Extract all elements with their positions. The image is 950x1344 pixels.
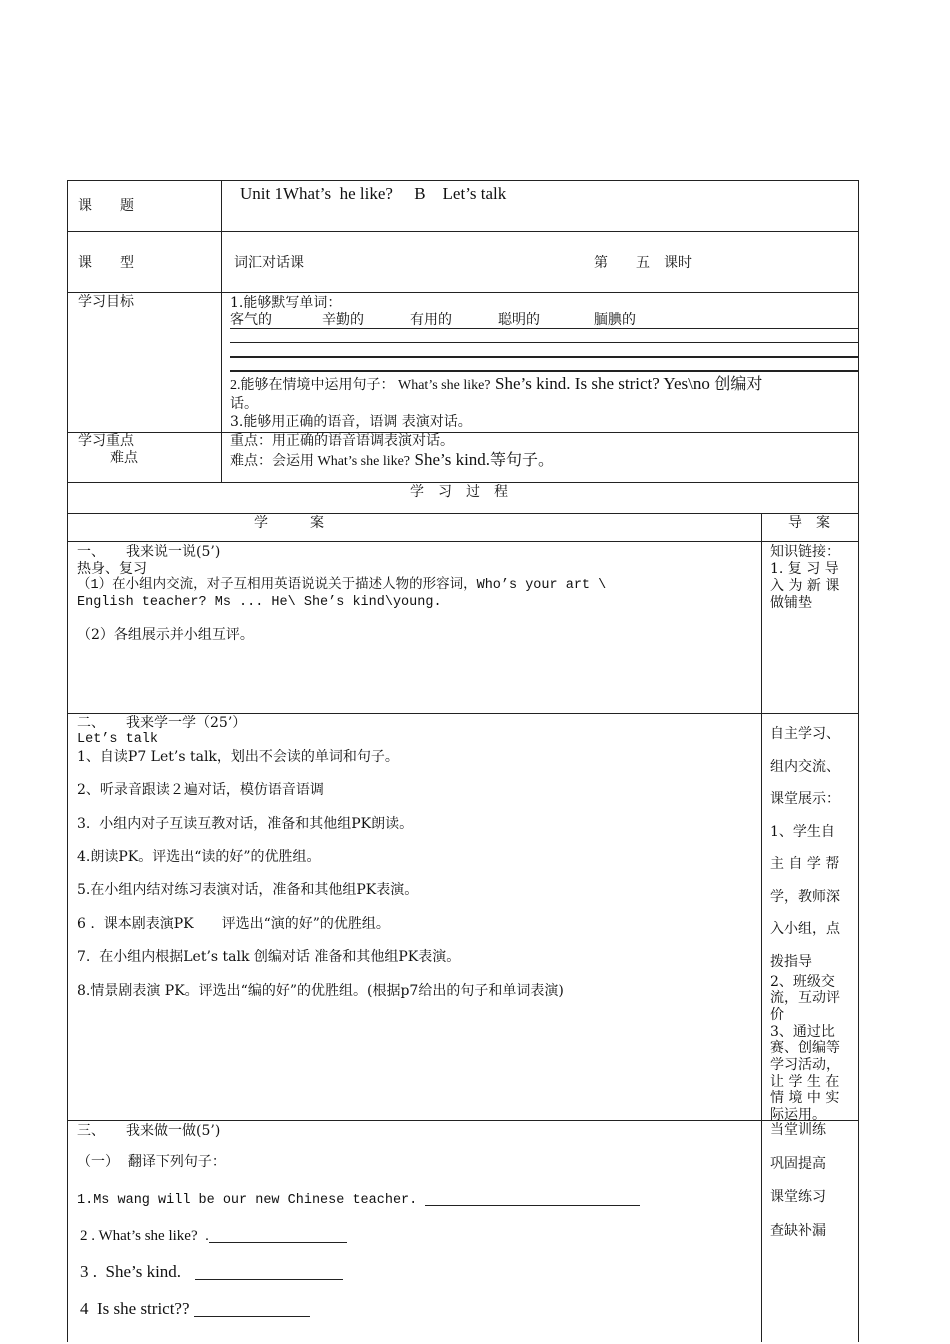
goal-line-2-cont: 话。 <box>230 396 258 412</box>
guide-line: 赛、创编等 <box>770 1040 840 1057</box>
goal-word: 腼腆的 <box>594 312 636 328</box>
goal-line-2-c: 创编对 <box>714 374 763 393</box>
keypoint-label: 学习重点 <box>78 433 134 449</box>
section1-line-2: English teacher? Ms ... He\ She’s kind\young. <box>77 595 442 610</box>
topic-label: 课 题 <box>78 198 134 214</box>
difficulty-text-a: 难点：会运用 What’s she like? <box>230 454 411 469</box>
section2-title: 二、 我来学一学（25’） <box>77 715 247 731</box>
section2-subtitle: Let’s talk <box>77 732 159 747</box>
list-item: 3. 小组内对子互读互教对话，准备和其他组PK朗读。 <box>77 816 414 832</box>
goal-line-2 <box>230 376 762 394</box>
list-item: 8.情景剧表演 PK。评选出“编的好”的优胜组。(根据p7给出的句子和单词表演) <box>77 983 564 999</box>
section3-subtitle: （一） 翻译下列句子： <box>77 1154 226 1170</box>
goal-line-2-b: She’s kind. Is she strict? Yes\no <box>494 374 710 393</box>
exercise-1-text: 1.Ms wang will be our new Chinese teacher. <box>77 1193 418 1208</box>
answer-blank[interactable] <box>425 1191 640 1206</box>
guide-line: 学习活动， <box>770 1057 840 1074</box>
guide-line: 做铺垫 <box>770 595 812 611</box>
guide-line: 课堂练习 <box>770 1189 826 1205</box>
guide-line: 2、班级交 <box>770 973 835 990</box>
exercise-2-text: 2 . What’s she like? . <box>80 1228 209 1244</box>
list-item: 5.在小组内结对练习表演对话，准备和其他组PK表演。 <box>77 882 419 898</box>
goals-label: 学习目标 <box>78 294 134 310</box>
guide-line: 让 学 生 在 <box>770 1073 840 1090</box>
goal-word: 有用的 <box>410 312 452 328</box>
section3-title: 三、 我来做一做(5’) <box>77 1123 221 1139</box>
guide-line: 组内交流、 <box>770 758 840 775</box>
difficulty-text-c: 等句子。 <box>490 450 555 469</box>
section3-guide <box>770 1122 854 1256</box>
column-right-title: 导 案 <box>788 515 830 531</box>
section1-subtitle: 热身、复习 <box>77 561 147 577</box>
goal-line-2-a: 2.能够在情境中运用句子： What’s she like? <box>230 378 491 393</box>
topic-value: Unit 1What’s he like? B Let’s talk <box>240 184 507 203</box>
exercise-3-text: 3 . She’s kind. <box>80 1262 182 1281</box>
process-title: 学 习 过 程 <box>410 484 508 500</box>
section1-title: 一、 我来说一说(5’) <box>77 544 221 560</box>
list-item: 2、听录音跟读２遍对话，模仿语音语调 <box>77 782 324 798</box>
list-item: 1、自读P7 Let’s talk，划出不会读的单词和句子。 <box>77 749 399 765</box>
difficulty-label: 难点 <box>110 450 138 466</box>
exercise-1 <box>77 1191 640 1209</box>
answer-blank[interactable] <box>194 1301 310 1317</box>
period-label: 第 五 课时 <box>594 255 692 271</box>
goal-line-1: 1.能够默写单词： <box>230 295 342 311</box>
list-item: 7. 在小组内根据Let’s talk 创编对话 准备和其他组PK表演。 <box>77 949 461 965</box>
section1-line-3: （2）各组展示并小组互评。 <box>77 627 254 643</box>
guide-line: 查缺补漏 <box>770 1222 826 1239</box>
guide-line: 际运用。 <box>770 1107 826 1124</box>
goal-line-3: 3.能够用正确的语音，语调 表演对话。 <box>230 414 472 430</box>
guide-line: 主 自 学 帮 <box>770 856 840 872</box>
exercise-4 <box>80 1300 310 1318</box>
difficulty-text <box>230 452 554 470</box>
guide-line: 1、学生自 <box>770 823 835 840</box>
goal-word: 客气的 <box>230 312 272 328</box>
difficulty-text-b: She’s kind. <box>414 450 491 469</box>
guide-line: 知识链接： <box>770 544 840 560</box>
type-label: 课 型 <box>78 255 134 271</box>
guide-line: 巩固提高 <box>770 1155 826 1172</box>
guide-line: 3、通过比 <box>770 1023 835 1040</box>
section1-guide <box>770 544 852 612</box>
guide-line: 拨指导 <box>770 953 812 970</box>
guide-line: 自主学习、 <box>770 726 840 742</box>
exercise-3 <box>80 1263 343 1281</box>
guide-line: 价 <box>770 1006 784 1023</box>
guide-line: 当堂训练 <box>770 1122 826 1138</box>
section1-line-1: （1）在小组内交流，对子互相用英语说说关于描述人物的形容词，Who’s your art \ <box>77 578 607 593</box>
guide-line: 课堂展示： <box>770 791 840 807</box>
guide-line: 流，互动评 <box>770 990 840 1007</box>
section2-guide <box>770 726 854 1124</box>
guide-line: 1. 复 习 导 <box>770 561 839 577</box>
goal-word: 辛勤的 <box>322 312 364 328</box>
list-item: 4.朗读PK。评选出“读的好”的优胜组。 <box>77 849 321 865</box>
guide-line: 入小组，点 <box>770 921 840 937</box>
goal-word: 聪明的 <box>498 312 540 328</box>
type-value: 词汇对话课 <box>234 255 304 271</box>
list-item: 6 . 课本剧表演PK 评选出“演的好”的优胜组。 <box>77 916 390 932</box>
answer-blank[interactable] <box>195 1264 343 1280</box>
exercise-4-text: 4 Is she strict?? <box>80 1299 190 1318</box>
keypoint-text: 重点：用正确的语音语调表演对话。 <box>230 433 454 449</box>
exercise-2 <box>80 1228 347 1244</box>
answer-blank[interactable] <box>209 1228 347 1243</box>
guide-line: 入 为 新 课 <box>770 578 840 594</box>
guide-line: 学，教师深 <box>770 888 840 905</box>
guide-line: 情 境 中 实 <box>770 1090 840 1107</box>
column-left-title: 学 案 <box>254 515 324 531</box>
